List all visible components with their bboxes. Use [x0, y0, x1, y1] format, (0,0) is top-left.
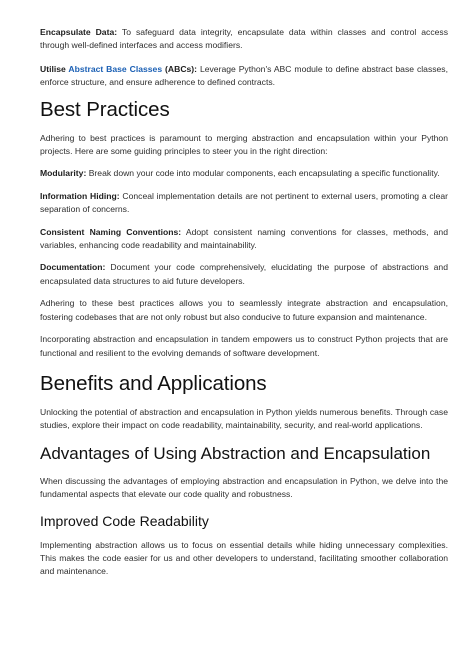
paragraph-adhering: Adhering to these best practices allows you to seamlessly integrate abstraction and encapsulation, fostering codebases that are not only robust but also conducive to future expansion and maintenance.: [40, 298, 448, 322]
paragraph-incorporating: Incorporating abstraction and encapsulation in tandem empowers us to construct Python projects that are functional and resilient to the evolving demands of software development.: [40, 334, 448, 358]
paragraph-utilise-abc: [40, 63, 448, 90]
paragraph-encapsulate-data: [40, 26, 448, 53]
paragraph-implementing: Implementing abstraction allows us to focus on essential details while hiding unnecessary complexities. This makes the code easier for us and other developers to understand, facilitating smoother collaboration and maintenance.: [40, 539, 448, 577]
paragraph-text: Break down your code into modular components, each encapsulating a specific functionality.: [86, 168, 440, 179]
paragraph-text: To safeguard data integrity, encapsulate data within classes and control access through well-defined interfaces and access modifiers.: [40, 27, 448, 51]
heading-best-practices: Best Practices: [40, 97, 170, 121]
term-label: Consistent Naming Conventions:: [40, 226, 182, 237]
term-label: Encapsulate Data:: [40, 27, 118, 37]
paragraph-best-intro: Adhering to best practices is paramount to merging abstraction and encapsulation within your Python projects. Here are some guiding principles to steer you in the right direction:: [40, 132, 448, 157]
paragraph-information-hiding: [40, 190, 448, 217]
paragraph-unlocking: Unlocking the potential of abstraction and encapsulation in Python yields numerous benefits. Through case studies, explore their impact on code readability, maintainability, security, and real-world applications.: [40, 406, 448, 431]
paragraph-discussing: When discussing the advantages of employing abstraction and encapsulation in Python, we delve into the fundamental aspects that elevate our code quality and robustness.: [40, 475, 448, 500]
term-label: Modularity:: [40, 168, 87, 179]
paragraph-text: Conceal implementation details are not pertinent to external users, promoting a clear separation of concerns.: [40, 190, 448, 215]
paragraph-naming-conventions: [40, 226, 448, 253]
paragraph-documentation: [40, 261, 448, 288]
term-label: Documentation:: [40, 262, 106, 273]
abstract-base-classes-link[interactable]: Abstract Base Classes: [68, 63, 163, 74]
heading-advantages: Advantages of Using Abstraction and Encapsulation: [40, 443, 431, 463]
term-label: (ABCs):: [162, 63, 198, 74]
paragraph-text: Adopt consistent naming conventions for classes, methods, and variables, enhancing code readability and maintainability.: [40, 226, 448, 251]
paragraph-modularity: [40, 167, 448, 180]
term-label: Utilise: [40, 63, 69, 74]
paragraph-text: Leverage Python's ABC module to define abstract base classes, enforce structure, and ensure adherence to defined contracts.: [40, 63, 448, 88]
term-label: Information Hiding:: [40, 190, 120, 201]
heading-improved-readability: Improved Code Readability: [40, 512, 209, 529]
heading-benefits-applications: Benefits and Applications: [40, 371, 267, 395]
paragraph-text: Document your code comprehensively, elucidating the purpose of abstractions and encapsulated data structures to aid future developers.: [40, 262, 448, 286]
